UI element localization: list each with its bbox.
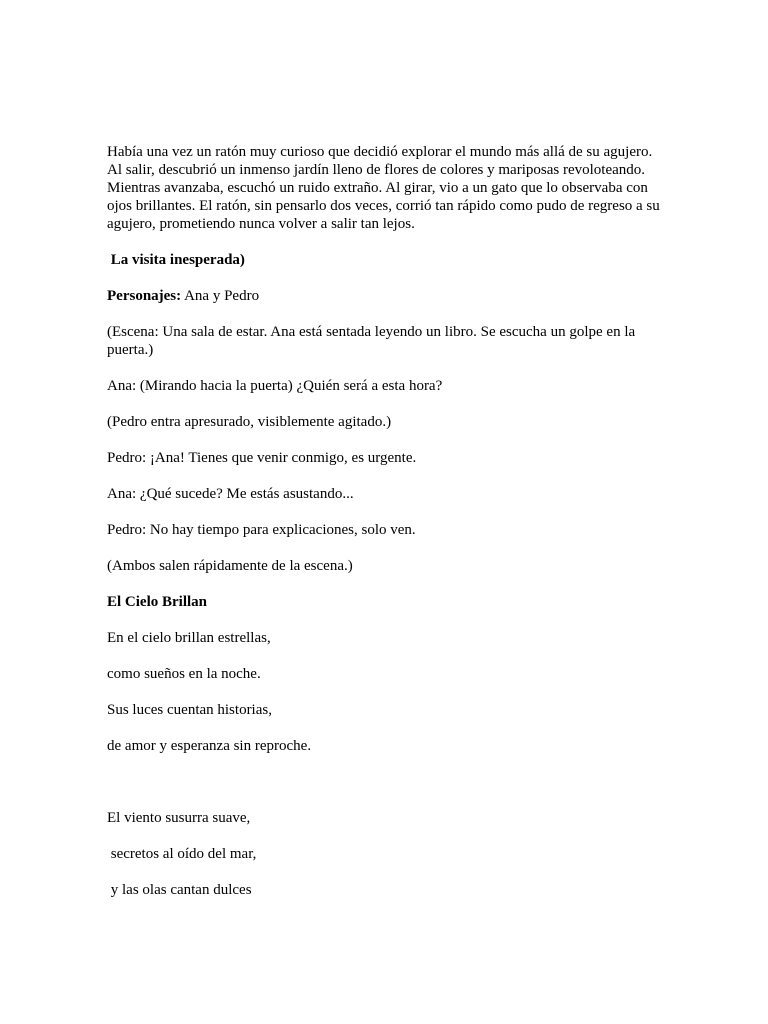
- play-line-1: Ana: (Mirando hacia la puerta) ¿Quién será a esta hora?: [107, 378, 443, 394]
- characters-value: Ana y Pedro: [181, 288, 260, 304]
- stanza-spacer: [107, 773, 667, 809]
- poem-line: Sus luces cuentan historias,: [107, 702, 272, 718]
- play-line-3: Ana: ¿Qué sucede? Me estás asustando...: [107, 486, 354, 502]
- poem-line: El viento susurra suave,: [107, 810, 251, 826]
- play-line-2: Pedro: ¡Ana! Tienes que venir conmigo, es urgente.: [107, 450, 417, 466]
- play-scene: (Escena: Una sala de estar. Ana está sentada leyendo un libro. Se escucha un golpe en la puerta.): [107, 324, 636, 358]
- characters-label: Personajes:: [107, 288, 182, 304]
- play-title: La visita inesperada): [107, 252, 245, 268]
- play-stage-direction-2: (Ambos salen rápidamente de la escena.): [107, 558, 353, 574]
- play-characters: [107, 287, 667, 305]
- poem-line: En el cielo brillan estrellas,: [107, 630, 271, 646]
- poem-line: secretos al oído del mar,: [107, 846, 257, 862]
- story-paragraph: Había una vez un ratón muy curioso que decidió explorar el mundo más allá de su agujero. Al salir, descubrió un inmenso jardín lleno de flores de colores y mariposas revoloteando. Mientras avanzaba, escuchó un ruido extraño. Al girar, vio a un gato que lo observaba con ojos brillantes. El ratón, sin pensarlo dos veces, corrió tan rápido como pudo de regreso a su agujero, prometiendo nunca volver a salir tan lejos.: [107, 144, 660, 232]
- poem-line: de amor y esperanza sin reproche.: [107, 738, 312, 754]
- poem-line: y las olas cantan dulces: [107, 882, 252, 898]
- poem-line: como sueños en la noche.: [107, 666, 261, 682]
- play-stage-direction-1: (Pedro entra apresurado, visiblemente agitado.): [107, 414, 392, 430]
- play-line-4: Pedro: No hay tiempo para explicaciones, solo ven.: [107, 522, 416, 538]
- poem-title: El Cielo Brillan: [107, 594, 208, 610]
- document-page: [107, 143, 667, 917]
